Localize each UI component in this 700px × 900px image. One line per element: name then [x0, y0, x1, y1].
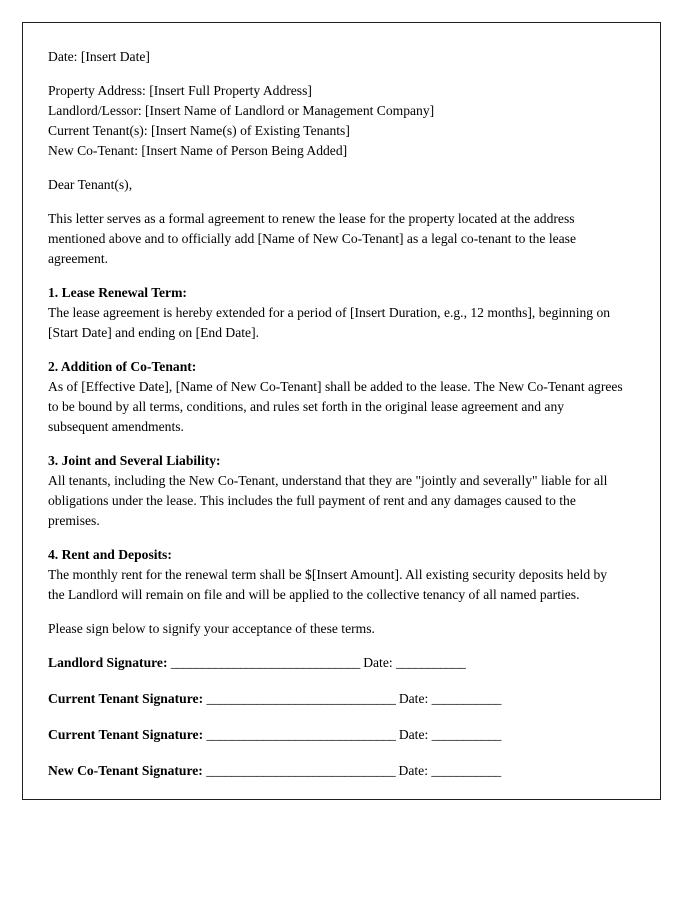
section-heading: 2. Addition of Co-Tenant: [48, 359, 197, 374]
signoff-instruction: Please sign below to signify your acceptance of these terms. [48, 621, 375, 636]
current-tenants-line: Current Tenant(s): [Insert Name(s) of Existing Tenants] [48, 123, 350, 138]
date-line: Date: [Insert Date] [48, 49, 150, 64]
signature-write-line[interactable]: ______________________________ [170, 655, 360, 670]
signature-write-line[interactable]: ______________________________ [206, 763, 396, 778]
signature-label: Landlord Signature: [48, 655, 168, 670]
signature-date-write-line[interactable]: ___________ [431, 763, 501, 778]
signature-label: Current Tenant Signature: [48, 727, 204, 742]
section-body: The monthly rent for the renewal term shall be $[Insert Amount]. All existing security deposits held by the Landlord will remain on file and will be applied to the collective tenancy of all named parties. [48, 567, 608, 602]
section-joint-and-several-liability [48, 451, 626, 531]
property-address-line: Property Address: [Insert Full Property Address] [48, 83, 312, 98]
landlord-lessor-line: Landlord/Lessor: [Insert Name of Landlord or Management Company] [48, 103, 435, 118]
section-heading: 3. Joint and Several Liability: [48, 453, 221, 468]
signature-write-line[interactable]: ______________________________ [206, 727, 396, 742]
section-addition-of-cotenant [48, 357, 626, 437]
signature-label: New Co-Tenant Signature: [48, 763, 203, 778]
document-page [22, 22, 661, 800]
document-body [48, 47, 626, 781]
signature-row-new-cotenant [48, 761, 626, 781]
signature-date-label: Date: [398, 727, 429, 742]
signature-date-write-line[interactable]: ___________ [431, 691, 501, 706]
signature-row-current-tenant-1 [48, 689, 626, 709]
header-block [48, 81, 626, 161]
signature-row-current-tenant-2 [48, 725, 626, 745]
salutation: Dear Tenant(s), [48, 177, 133, 192]
intro-paragraph: This letter serves as a formal agreement to renew the lease for the property located at the address mentioned above and to officially add [Name of New Co-Tenant] as a legal co-tenant to the lease agreement. [48, 211, 576, 266]
signature-date-write-line[interactable]: ___________ [396, 655, 466, 670]
signature-label: Current Tenant Signature: [48, 691, 204, 706]
new-cotenant-line: New Co-Tenant: [Insert Name of Person Being Added] [48, 143, 348, 158]
signature-write-line[interactable]: ______________________________ [206, 691, 396, 706]
signature-date-label: Date: [363, 655, 393, 670]
signature-date-write-line[interactable]: ___________ [431, 727, 501, 742]
section-heading: 1. Lease Renewal Term: [48, 285, 187, 300]
section-rent-and-deposits [48, 545, 626, 605]
section-body: The lease agreement is hereby extended for a period of [Insert Duration, e.g., 12 months], beginning on [Start Date] and ending on [End Date]. [48, 305, 611, 340]
signature-date-label: Date: [398, 763, 428, 778]
signature-date-label: Date: [398, 691, 429, 706]
signature-row-landlord [48, 653, 626, 673]
section-lease-renewal-term [48, 283, 626, 343]
section-body: All tenants, including the New Co-Tenant, understand that they are "jointly and severally" liable for all obligations under the lease. This includes the full payment of rent and any damages caused to the premises. [48, 473, 608, 528]
section-body: As of [Effective Date], [Name of New Co-Tenant] shall be added to the lease. The New Co-Tenant agrees to be bound by all terms, conditions, and rules set forth in the original lease agreement and any subsequent amendments. [48, 379, 623, 434]
section-heading: 4. Rent and Deposits: [48, 547, 172, 562]
signature-block [48, 653, 626, 781]
